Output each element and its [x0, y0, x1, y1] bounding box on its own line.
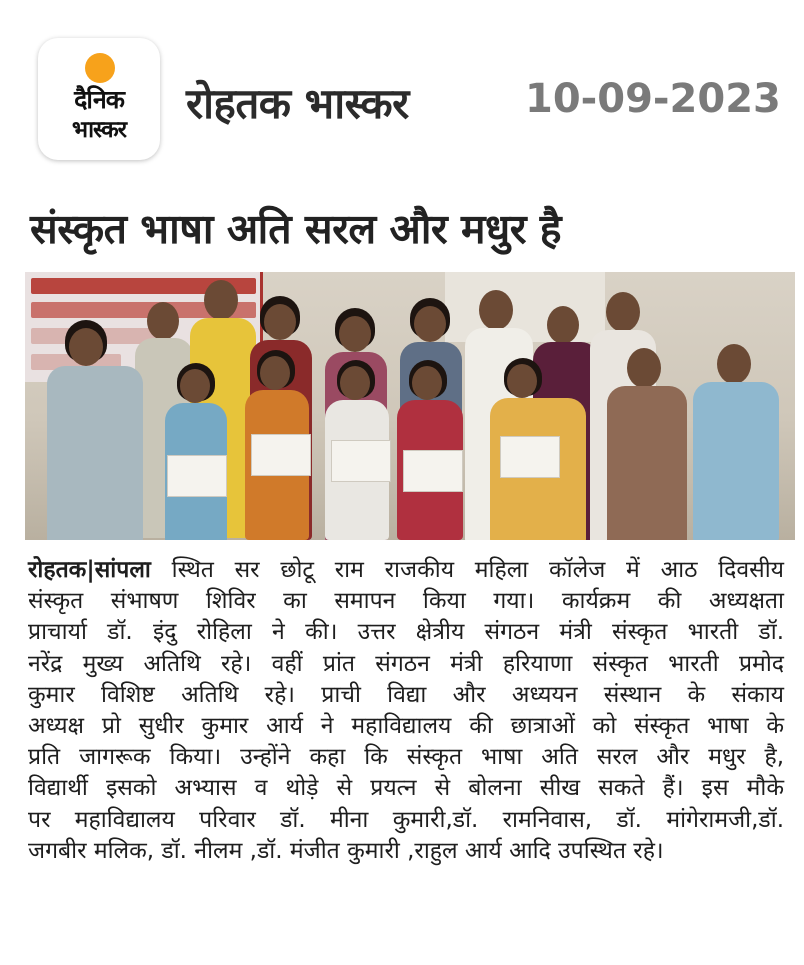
article-body [28, 555, 784, 867]
publication-date: 10-09-2023 [525, 76, 781, 122]
article-line-2: संस्कृत संभाषण शिविर का समापन किया गया। कार्यक्रम की अध्यक्षता [28, 588, 784, 615]
article-line-8: विद्यार्थी इसको अभ्यास व थोड़े से प्रयत्न से बोलना सीख सकते हैं। इस मौके [28, 775, 784, 802]
article-line-6: अध्यक्ष प्रो सुधीर कुमार आर्य ने महाविद्यालय की छात्राओं को संस्कृत भाषा के [28, 713, 784, 740]
logo-text-line2: भास्कर [71, 117, 127, 143]
logo-text-line1: दैनिक [74, 85, 124, 114]
dateline: रोहतक|सांपला [28, 557, 151, 583]
article-line-7: प्रति जागरूक किया। उन्होंने कहा कि संस्कृत भाषा अति सरल और मधुर है, [28, 744, 784, 771]
article-line-5: कुमार विशिष्ट अतिथि रहे। प्राची विद्या और अध्ययन संस्थान के संकाय [28, 681, 784, 708]
article-line-10: जगबीर मलिक, डॉ. नीलम ,डॉ. मंजीत कुमारी ,राहुल आर्य आदि उपस्थित रहे। [28, 837, 664, 864]
article-line-9: पर महाविद्यालय परिवार डॉ. मीना कुमारी,डॉ. रामनिवास, डॉ. मांगेरामजी,डॉ. [28, 806, 784, 833]
article-line-3: प्राचार्या डॉ. इंदु रोहिला ने की। उत्तर क्षेत्रीय संगठन मंत्री संस्कृत भारती डॉ. [28, 619, 784, 646]
page-header [0, 0, 804, 180]
article-headline: संस्कृत भाषा अति सरल और मधुर है [30, 205, 562, 253]
edition-title: रोहतक भास्कर [186, 79, 409, 128]
group-photo [25, 272, 795, 540]
article-line-4: नरेंद्र मुख्य अतिथि रहे। वहीं प्रांत संगठन मंत्री हरियाणा संस्कृत भारती प्रमोद [28, 650, 784, 677]
article-line-1: रोहतक|सांपला स्थित सर छोटू राम राजकीय महिला कॉलेज में आठ दिवसीय [28, 557, 784, 583]
sun-icon [85, 53, 115, 83]
dainik-bhaskar-logo [38, 38, 160, 160]
